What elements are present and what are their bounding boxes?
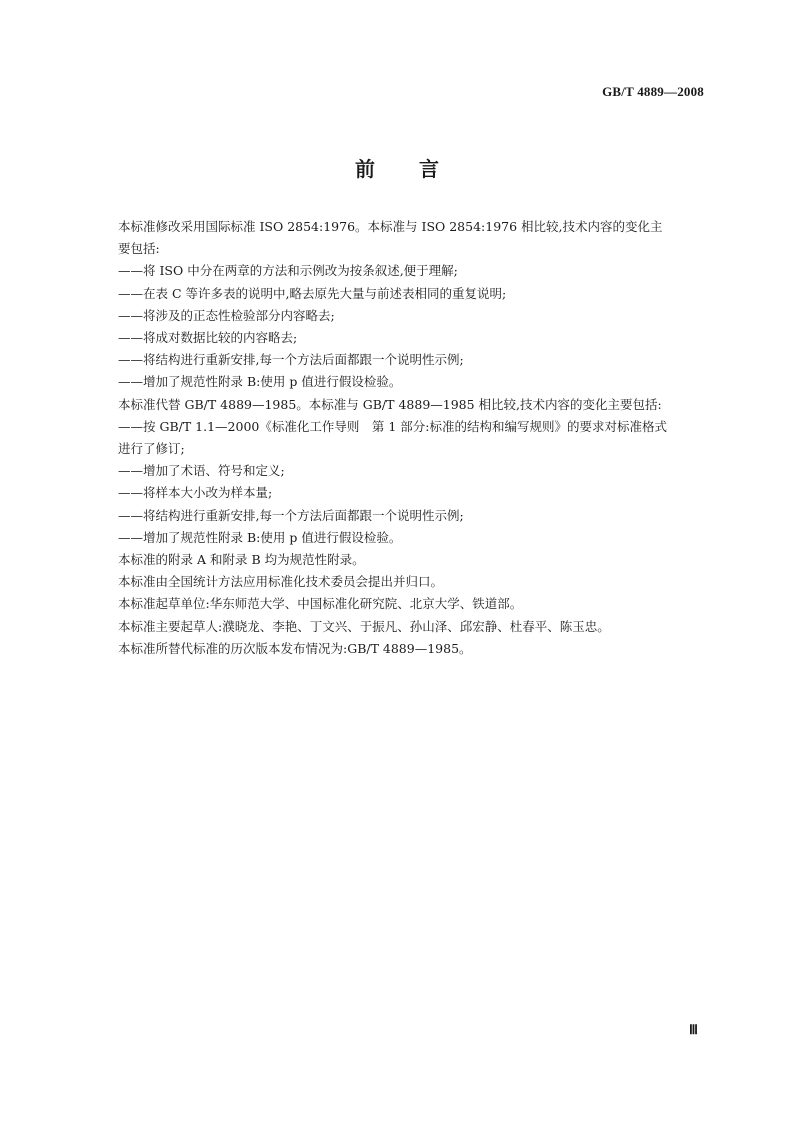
paragraph-continuation: 要包括: xyxy=(118,241,160,257)
list-item: ——增加了规范性附录 B:使用 p 值进行假设检验。 xyxy=(118,374,402,390)
list-item: ——在表 C 等许多表的说明中,略去原先大量与前述表相同的重复说明; xyxy=(118,285,507,301)
standard-code: GB/T 4889—2008 xyxy=(602,84,704,99)
paragraph: 本标准起草单位:华东师范大学、中国标准化研究院、北京大学、铁道部。 xyxy=(118,596,523,612)
paragraph: 本标准修改采用国际标准 ISO 2854:1976。本标准与 ISO 2854:1976 相比较,技术内容的变化主 xyxy=(118,219,663,234)
paragraph: 本标准由全国统计方法应用标准化技术委员会提出并归口。 xyxy=(118,574,444,590)
list-item: ——按 GB/T 1.1—2000《标准化工作导则 第 1 部分:标准的结构和编写规则》的要求对标准格式 xyxy=(118,418,667,434)
paragraph: 本标准主要起草人:濮晓龙、李艳、丁文兴、于振凡、孙山泽、邱宏静、杜春平、陈玉忠。 xyxy=(118,618,610,634)
list-item: ——将结构进行重新安排,每一个方法后面都跟一个说明性示例; xyxy=(118,352,464,368)
list-item: ——将结构进行重新安排,每一个方法后面都跟一个说明性示例; xyxy=(118,507,464,523)
title-char-1: 前 xyxy=(355,157,375,181)
list-item: ——将 ISO 中分在两章的方法和示例改为按条叙述,便于理解; xyxy=(118,263,458,279)
foreword-body xyxy=(118,216,706,660)
title-char-2: 言 xyxy=(419,157,439,181)
page-title xyxy=(0,153,794,182)
page-number: Ⅲ xyxy=(689,1022,698,1037)
list-item: ——增加了术语、符号和定义; xyxy=(118,463,285,479)
paragraph: 本标准所替代标准的历次版本发布情况为:GB/T 4889—1985。 xyxy=(118,640,472,656)
paragraph: 本标准的附录 A 和附录 B 均为规范性附录。 xyxy=(118,552,365,568)
list-item-continuation: 进行了修订; xyxy=(118,441,185,457)
list-item: ——将成对数据比较的内容略去; xyxy=(118,330,298,346)
list-item: ——增加了规范性附录 B:使用 p 值进行假设检验。 xyxy=(118,529,402,545)
list-item: ——将样本大小改为样本量; xyxy=(118,485,273,501)
list-item: ——将涉及的正态性检验部分内容略去; xyxy=(118,307,335,323)
paragraph: 本标准代替 GB/T 4889—1985。本标准与 GB/T 4889—1985 相比较,技术内容的变化主要包括: xyxy=(118,396,662,412)
